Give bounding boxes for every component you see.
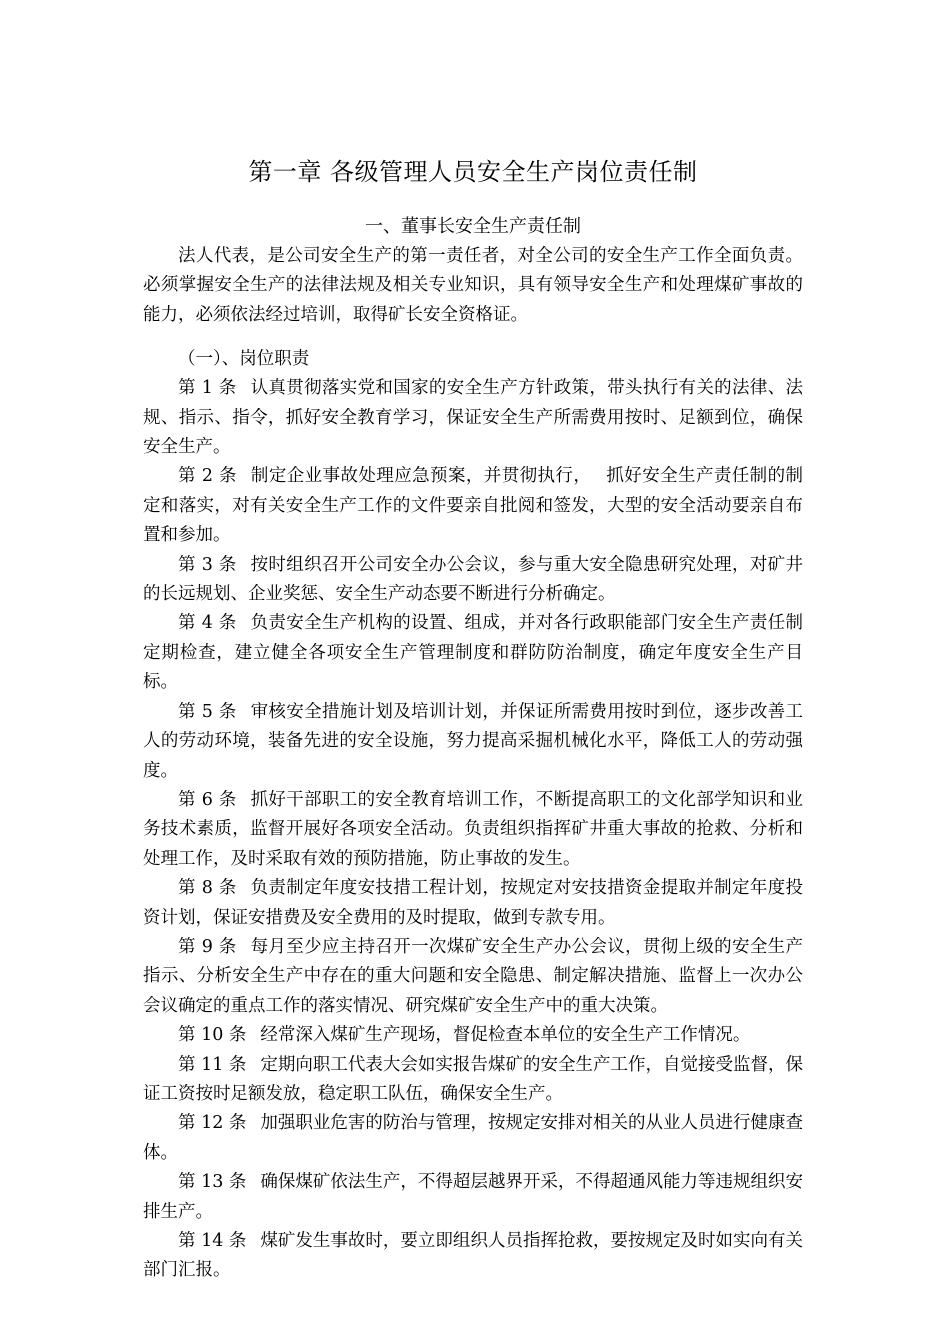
intro-paragraph: 法人代表，是公司安全生产的第一责任者，对全公司的安全生产工作全面负责。必须掌握安全生产的法律法规及相关专业知识，具有领导安全生产和处理煤矿事故的能力，必须依法经过培训，取得矿长安全资格证。 [143,246,803,325]
article-paragraph [143,1227,803,1286]
article-paragraph [143,1051,803,1110]
article-number: 第 9 条 [178,936,237,957]
chapter-title: 第一章 各级管理人员安全生产岗位责任制 [248,158,698,186]
article-paragraph [143,609,803,697]
article-paragraph [143,698,803,786]
article-text: 每月至少应主持召开一次煤矿安全生产办公会议，贯彻上级的安全生产指示、分析安全生产中存在的重大问题和安全隐患、制定解决措施、监督上一次办公会议确定的重点工作的落实情况、研究煤矿安全生产中的重大决策。 [143,936,804,1016]
article-text: 经常深入煤矿生产现场，督促检查本单位的安全生产工作情况。 [260,1025,751,1046]
article-number: 第 2 条 [178,466,237,487]
article-list [143,374,803,1286]
article-paragraph [143,374,803,462]
article-text: 煤矿发生事故时，要立即组织人员指挥抢救，要按规定及时如实向有关部门汇报。 [143,1231,803,1281]
article-number: 第 1 条 [178,378,237,399]
sub-heading-duties: （一）、岗位职责 [178,349,310,370]
article-text: 加强职业危害的防治与管理，按规定安排对相关的从业人员进行健康查体。 [143,1113,803,1163]
article-text: 制定企业事故处理应急预案，并贯彻执行， 抓好安全生产责任制的制定和落实，对有关安全生产工作的文件要亲自批阅和签发，大型的安全活动要亲自布置和参加。 [143,466,804,546]
article-paragraph [143,1168,803,1227]
article-number: 第 3 条 [178,554,237,575]
article-number: 第 6 条 [178,789,237,810]
article-number: 第 8 条 [178,878,237,899]
article-paragraph [143,1109,803,1168]
article-number: 第 5 条 [178,701,237,722]
article-text: 抓好干部职工的安全教育培训工作，不断提高职工的文化部学知识和业务技术素质，监督开展好各项安全活动。负责组织指挥矿井重大事故的抢救、分析和处理工作，及时采取有效的预防措施，防止事故的发生。 [143,789,804,869]
article-paragraph [143,786,803,874]
article-number: 第 13 条 [178,1172,247,1193]
article-paragraph [143,462,803,550]
article-text: 审核安全措施计划及培训计划，并保证所需费用按时到位，逐步改善工人的劳动环境，装备先进的安全设施，努力提高采掘机械化水平，降低工人的劳动强度。 [143,701,804,781]
article-paragraph [143,933,803,1021]
article-paragraph [143,1021,803,1050]
article-text: 按时组织召开公司安全办公会议，参与重大安全隐患研究处理，对矿井的长远规划、企业奖惩、安全生产动态要不断进行分析确定。 [143,554,804,605]
article-paragraph [143,551,803,610]
document-page [143,150,803,1286]
article-paragraph [143,874,803,933]
article-number: 第 12 条 [178,1113,247,1134]
article-text: 负责制定年度安技措工程计划，按规定对安技措资金提取并制定年度投资计划，保证安措费及安全费用的及时提取，做到专款专用。 [143,878,804,928]
article-text: 认真贯彻落实党和国家的安全生产方针政策，带头执行有关的法律、法规、指示、指令，抓好安全教育学习，保证安全生产所需费用按时、足额到位，确保安全生产。 [143,378,804,458]
article-number: 第 14 条 [178,1231,247,1251]
article-text: 定期向职工代表大会如实报告煤矿的安全生产工作，自觉接受监督，保证工资按时足额发放，稳定职工队伍，确保安全生产。 [143,1054,803,1104]
article-text: 负责安全生产机构的设置、组成，并对各行政职能部门安全生产责任制定期检查，建立健全各项安全生产管理制度和群防防治制度，确定年度安全生产目标。 [143,613,804,693]
article-number: 第 11 条 [178,1054,247,1075]
article-number: 第 4 条 [178,613,237,634]
section-heading: 一、董事长安全生产责任制 [365,216,581,237]
article-number: 第 10 条 [178,1025,247,1046]
article-text: 确保煤矿依法生产，不得超层越界开采，不得超通风能力等违规组织安排生产。 [143,1172,803,1222]
